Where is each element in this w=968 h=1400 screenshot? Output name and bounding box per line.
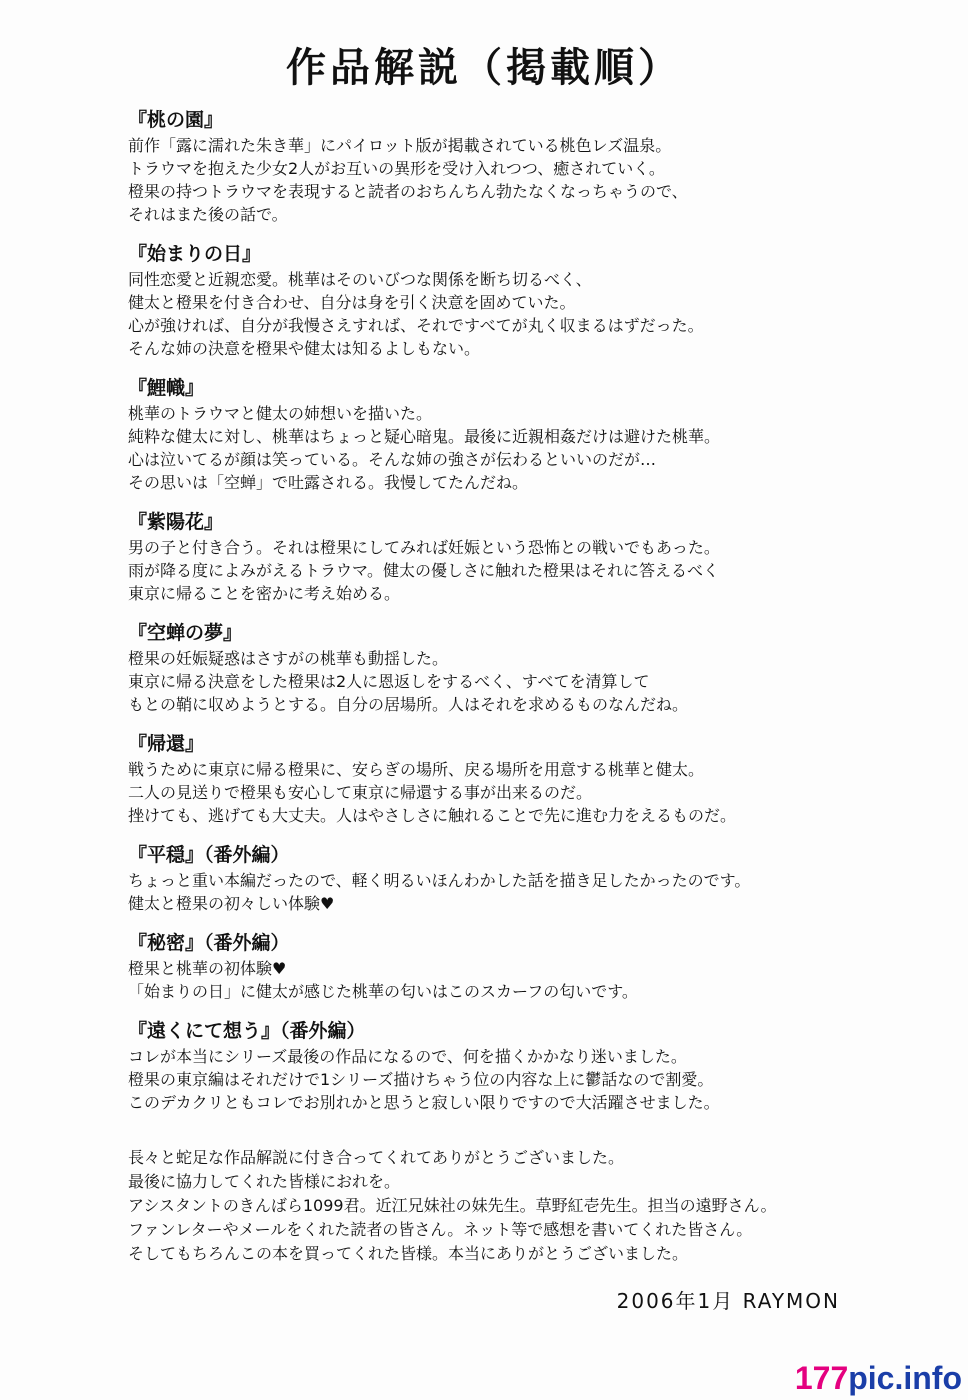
section-text-line: コレが本当にシリーズ最後の作品になるので、何を描くかかなり迷いました。 [128, 1047, 687, 1066]
commentary-section [128, 1017, 848, 1114]
section-heading: 『鯉幟』 [128, 377, 205, 399]
section-text-line: 前作「露に濡れた朱き華」にパイロット版が掲載されている桃色レズ温泉。 [128, 136, 672, 155]
section-text-line: 男の子と付き合う。それは橙果にしてみれば妊娠という恐怖との戦いでもあった。 [128, 538, 720, 557]
section-heading: 『紫陽花』 [128, 511, 224, 533]
section-text-line: 二人の見送りで橙果も安心して東京に帰還する事が出来るのだ。 [128, 783, 593, 802]
section-text-line: 橙果の東京編はそれだけで1シリーズ描けちゃう位の内容な上に鬱話なので割愛。 [128, 1070, 714, 1089]
section-heading: 『始まりの日』 [128, 243, 262, 265]
section-text-line: 東京に帰ることを密かに考え始める。 [128, 584, 401, 603]
section-text-line: 挫けても、逃げても大丈夫。人はやさしさに触れることで先に進む力をえるものだ。 [128, 806, 737, 825]
section-text-line: 橙果と桃華の初体験♥ [128, 959, 287, 978]
commentary-section [128, 374, 848, 494]
section-text-line: 戦うために東京に帰る橙果に、安らぎの場所、戻る場所を用意する桃華と健太。 [128, 760, 705, 779]
commentary-section [128, 508, 848, 605]
page-title: 作品解説（掲載順） [286, 45, 682, 91]
afterword-line: 長々と蛇足な作品解説に付き合ってくれてありがとうございました。 [128, 1148, 625, 1167]
afterword-line: アシスタントのきんばら1099君。近江兄妹社の妹先生。草野紅壱先生。担当の遠野さん。 [128, 1196, 777, 1215]
section-text-line: そんな姉の決意を橙果や健太は知るよしもない。 [128, 339, 481, 358]
afterword-line: 最後に協力してくれた皆様におれを。 [128, 1172, 401, 1191]
commentary-section [128, 240, 848, 360]
section-text-line: その思いは「空蝉」で吐露される。我慢してたんだね。 [128, 473, 529, 492]
afterword [128, 1146, 848, 1266]
section-text-line: このデカクリともコレでお別れかと思うと寂しい限りですので大活躍させました。 [128, 1093, 720, 1112]
section-heading: 『平穏』（番外編） [128, 844, 290, 866]
section-text-line: 橙果の妊娠疑惑はさすがの桃華も動揺した。 [128, 649, 449, 668]
watermark-domain: pic.info [848, 1360, 962, 1396]
section-text-line: 橙果の持つトラウマを表現すると読者のおちんちん勃たなくなっちゃうので、 [128, 182, 688, 201]
signature: 2006年1月 RAYMON [616, 1289, 840, 1313]
commentary-section [128, 929, 848, 1003]
section-heading: 『秘密』（番外編） [128, 932, 290, 954]
section-text-line: 健太と橙果の初々しい体験♥ [128, 894, 335, 913]
section-text-line: 東京に帰る決意をした橙果は2人に恩返しをするべく、すべてを清算して [128, 672, 650, 691]
section-text-line: トラウマを抱えた少女2人がお互いの異形を受け入れつつ、癒されていく。 [128, 159, 665, 178]
section-text-line: ちょっと重い本編だったので、軽く明るいほんわかした話を描き足したかったのです。 [128, 871, 751, 890]
commentary-section [128, 841, 848, 915]
section-text-line: 心は泣いてるが顔は笑っている。そんな姉の強さが伝わるといいのだが… [128, 450, 657, 469]
section-text-line: 心が強ければ、自分が我慢さえすれば、それですべてが丸く収まるはずだった。 [128, 316, 704, 335]
watermark-logo [732, 1360, 962, 1396]
section-text-line: 純粋な健太に対し、桃華はちょっと疑心暗鬼。最後に近親相姦だけは避けた桃華。 [128, 427, 721, 446]
section-text-line: もとの鞘に収めようとする。自分の居場所。人はそれを求めるものなんだね。 [128, 695, 689, 714]
section-heading: 『遠くにて想う』（番外編） [128, 1020, 366, 1042]
section-heading: 『帰還』 [128, 733, 205, 755]
afterword-line: そしてもちろんこの本を買ってくれた皆様。本当にありがとうございました。 [128, 1244, 689, 1263]
section-heading: 『空蝉の夢』 [128, 622, 243, 644]
section-text-line: それはまた後の話で。 [128, 205, 288, 224]
commentary-section [128, 730, 848, 827]
commentary-section [128, 106, 848, 226]
section-text-line: 健太と橙果を付き合わせ、自分は身を引く決意を固めていた。 [128, 293, 576, 312]
afterword-line: ファンレターやメールをくれた読者の皆さん。ネット等で感想を書いてくれた皆さん。 [128, 1220, 753, 1239]
work-commentary-list [128, 106, 848, 1128]
section-text-line: 「始まりの日」に健太が感じた桃華の匂いはこのスカーフの匂いです。 [128, 982, 638, 1001]
commentary-section [128, 619, 848, 716]
section-text-line: 雨が降る度によみがえるトラウマ。健太の優しさに触れた橙果はそれに答えるべく [128, 561, 720, 580]
section-heading: 『桃の園』 [128, 109, 224, 131]
section-text-line: 桃華のトラウマと健太の姉想いを描いた。 [128, 404, 433, 423]
section-text-line: 同性恋愛と近親恋愛。桃華はそのいびつな関係を断ち切るべく、 [128, 270, 592, 289]
watermark-number: 177 [794, 1360, 849, 1396]
